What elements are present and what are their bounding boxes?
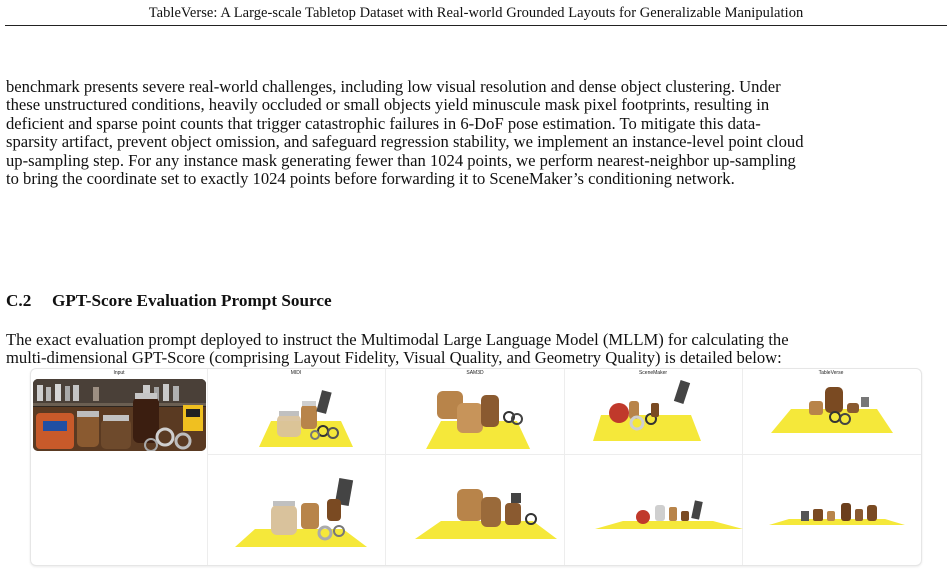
render-scenemaker-row1 — [591, 377, 715, 449]
render-tableverse-row1 — [769, 377, 901, 449]
section-heading — [6, 291, 332, 311]
column-label-midi: MIDI — [290, 370, 302, 376]
text-line: benchmark presents severe real-world challenges, including low visual resolution and dense object clustering. Under — [6, 77, 781, 96]
text-line: to bring the coordinate set to exactly 1024 points before forwarding it to SceneMaker’s conditioning network. — [6, 169, 735, 189]
render-tableverse-row2 — [767, 497, 907, 527]
column-label-sam3d: SAM3D — [466, 370, 484, 376]
body-paragraph-1 — [6, 78, 946, 188]
section-number: C.2 — [6, 291, 32, 310]
column-label-scenemaker: SceneMaker — [638, 370, 668, 376]
text-line: deficient and sparse point counts that trigger catastrophic failures in 6-DoF pose estimation. To mitigate this data- — [6, 113, 761, 133]
column-label-input: Input — [113, 370, 125, 376]
input-photo — [33, 379, 206, 451]
column-divider — [385, 369, 386, 565]
text-line: these unstructured conditions, heavily occluded or small objects yield minuscule mask pixel footprints, resulting in — [6, 95, 770, 115]
render-sam3d-row1 — [417, 377, 533, 449]
column-label-tableverse: TableVerse — [818, 370, 844, 376]
text-line: sparsity artifact, prevent object omission, and safeguard regression stability, we implement an instance-level point cloud — [6, 132, 804, 152]
comparison-figure — [30, 368, 922, 566]
column-divider — [564, 369, 565, 565]
body-paragraph-2 — [6, 331, 946, 368]
render-scenemaker-row2 — [589, 493, 749, 531]
text-line: up-sampling step. For any instance mask generating fewer than 1024 points, we perform nearest-neighbor up-sampling — [6, 150, 796, 170]
section-title: GPT-Score Evaluation Prompt Source — [52, 291, 332, 310]
column-divider — [742, 369, 743, 565]
running-head: TableVerse: A Large-scale Tabletop Dataset with Real-world Grounded Layouts for Generalizable Manipulation — [148, 5, 804, 21]
column-divider — [207, 369, 208, 565]
text-line: The exact evaluation prompt deployed to instruct the Multimodal Large Language Model (MLLM) for calculating the — [6, 330, 789, 349]
render-midi-row1 — [241, 377, 357, 449]
row-divider — [207, 454, 921, 455]
text-line: multi-dimensional GPT-Score (comprising Layout Fidelity, Visual Quality, and Geometry Quality) is detailed below: — [6, 348, 782, 368]
render-sam3d-row2 — [411, 483, 561, 543]
render-midi-row2 — [231, 465, 371, 549]
header-rule — [5, 25, 947, 26]
